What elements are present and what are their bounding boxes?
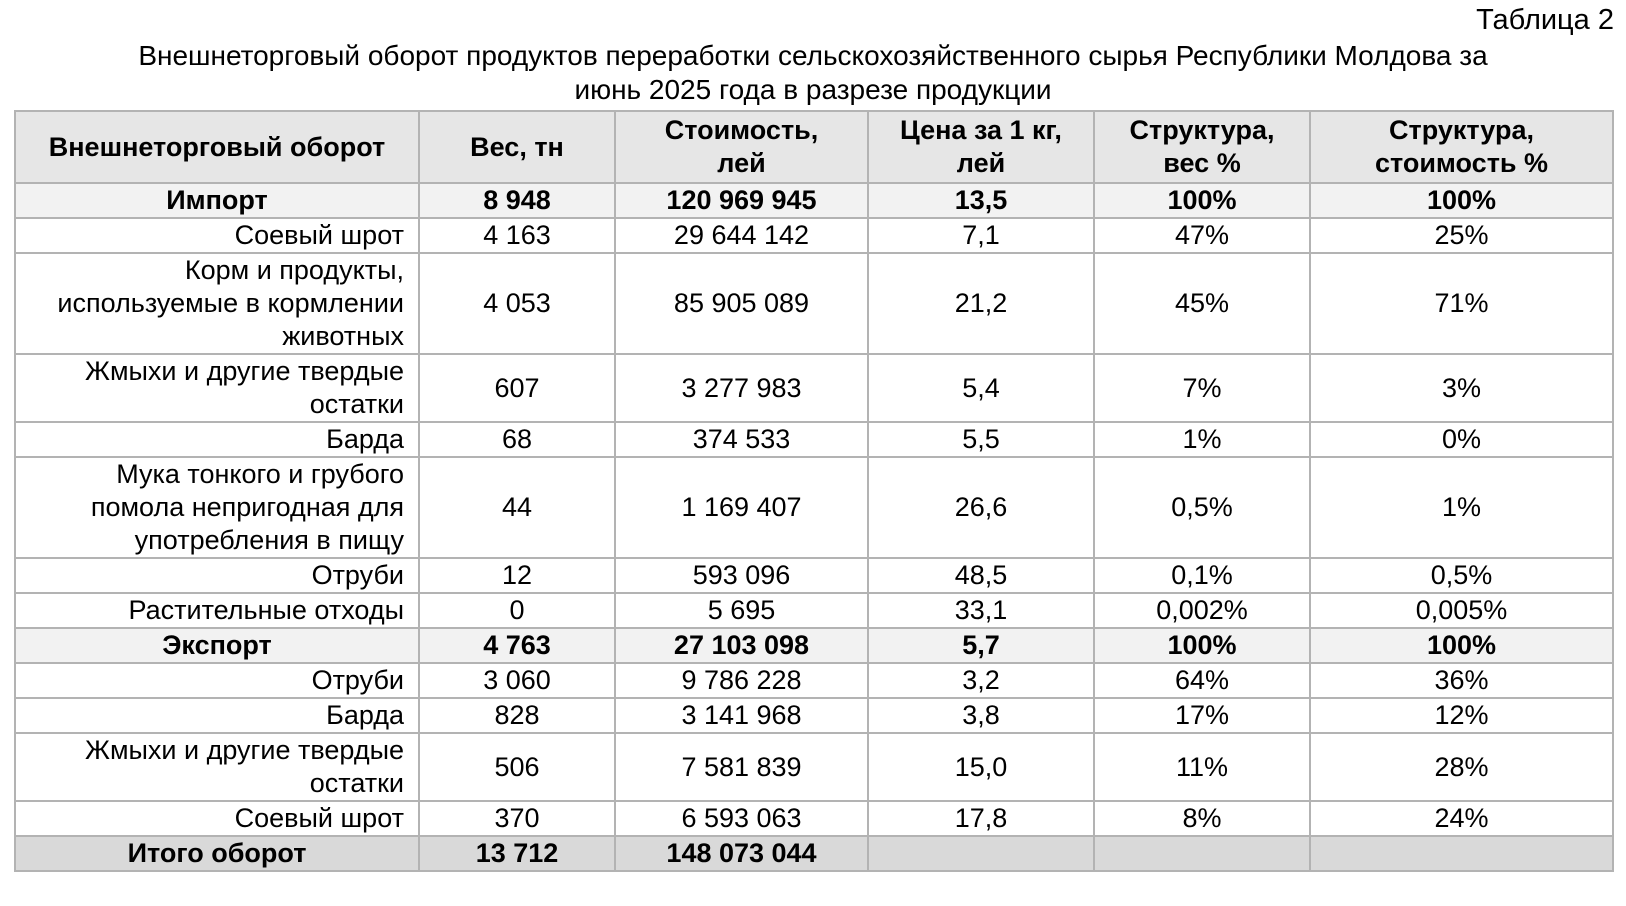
row-name: Барда	[15, 698, 419, 733]
row-value: 29 644 142	[615, 218, 868, 253]
row-weight: 607	[419, 354, 615, 422]
row-name-line2: используемые в кормлении	[57, 288, 404, 318]
table-row	[15, 698, 1613, 733]
row-weight: 4 053	[419, 253, 615, 354]
header-share-value	[1310, 111, 1613, 183]
row-name-line1: Корм и продукты,	[184, 255, 404, 285]
row-share-value: 12%	[1310, 698, 1613, 733]
table-row	[15, 558, 1613, 593]
row-name: Барда	[15, 422, 419, 457]
row-price: 26,6	[868, 457, 1094, 558]
row-name	[15, 457, 419, 558]
row-name-line1: Мука тонкого и грубого	[116, 459, 404, 489]
row-share-value	[1310, 836, 1613, 871]
row-share-value: 100%	[1310, 183, 1613, 218]
row-share-weight: 45%	[1094, 253, 1310, 354]
row-name	[15, 354, 419, 422]
row-weight: 68	[419, 422, 615, 457]
row-share-weight: 100%	[1094, 183, 1310, 218]
row-weight: 370	[419, 801, 615, 836]
total-row	[15, 836, 1613, 871]
row-price: 33,1	[868, 593, 1094, 628]
row-name: Итого оборот	[15, 836, 419, 871]
row-share-value: 28%	[1310, 733, 1613, 801]
row-value: 7 581 839	[615, 733, 868, 801]
table-row	[15, 801, 1613, 836]
row-name: Соевый шрот	[15, 801, 419, 836]
header-price-line1: Цена за 1 кг,	[900, 115, 1062, 145]
row-name-line2: помола непригодная для	[90, 492, 404, 522]
row-share-value: 71%	[1310, 253, 1613, 354]
row-share-value: 25%	[1310, 218, 1613, 253]
table-row	[15, 457, 1613, 558]
row-name-line3: употребления в пищу	[134, 525, 404, 555]
header-share-value-line1: Структура,	[1389, 115, 1534, 145]
row-share-weight: 64%	[1094, 663, 1310, 698]
row-share-weight: 17%	[1094, 698, 1310, 733]
row-name-line3: животных	[282, 321, 404, 351]
row-name: Отруби	[15, 558, 419, 593]
row-share-weight: 47%	[1094, 218, 1310, 253]
row-value: 374 533	[615, 422, 868, 457]
header-price-line2: лей	[956, 148, 1006, 178]
row-price: 5,4	[868, 354, 1094, 422]
header-value-line1: Стоимость,	[664, 115, 819, 145]
row-value: 85 905 089	[615, 253, 868, 354]
row-value: 3 141 968	[615, 698, 868, 733]
header-share-value-line2: стоимость %	[1374, 148, 1549, 178]
row-value: 6 593 063	[615, 801, 868, 836]
header-row	[15, 111, 1613, 183]
header-weight: Вес, тн	[419, 111, 615, 183]
header-share-weight	[1094, 111, 1310, 183]
row-share-value: 36%	[1310, 663, 1613, 698]
row-weight: 828	[419, 698, 615, 733]
table-row	[15, 354, 1613, 422]
table-label: Таблица 2	[1476, 4, 1614, 36]
table-row	[15, 733, 1613, 801]
row-price	[868, 836, 1094, 871]
row-weight: 506	[419, 733, 615, 801]
header-price	[868, 111, 1094, 183]
row-share-value: 24%	[1310, 801, 1613, 836]
table-row	[15, 218, 1613, 253]
section-row-export	[15, 628, 1613, 663]
row-value: 27 103 098	[615, 628, 868, 663]
row-price: 48,5	[868, 558, 1094, 593]
row-weight: 0	[419, 593, 615, 628]
header-value-line2: лей	[717, 148, 766, 178]
row-name-line1: Жмыхи и другие твердые	[85, 735, 404, 765]
page-title	[0, 39, 1626, 107]
trade-table	[14, 110, 1614, 872]
row-weight: 13 712	[419, 836, 615, 871]
row-value: 9 786 228	[615, 663, 868, 698]
table-row	[15, 593, 1613, 628]
row-weight: 4 763	[419, 628, 615, 663]
header-value	[615, 111, 868, 183]
row-weight: 3 060	[419, 663, 615, 698]
title-line-2: июнь 2025 года в разрезе продукции	[574, 74, 1052, 105]
row-share-weight	[1094, 836, 1310, 871]
row-share-value: 100%	[1310, 628, 1613, 663]
row-price: 15,0	[868, 733, 1094, 801]
row-share-value: 0,5%	[1310, 558, 1613, 593]
row-share-weight: 8%	[1094, 801, 1310, 836]
title-line-1: Внешнеторговый оборот продуктов переработки сельскохозяйственного сырья Республики Молдова за	[138, 40, 1488, 71]
row-weight: 12	[419, 558, 615, 593]
table-row	[15, 663, 1613, 698]
row-price: 3,8	[868, 698, 1094, 733]
row-value: 120 969 945	[615, 183, 868, 218]
row-price: 5,5	[868, 422, 1094, 457]
row-name: Импорт	[15, 183, 419, 218]
row-share-weight: 0,1%	[1094, 558, 1310, 593]
row-weight: 44	[419, 457, 615, 558]
row-name-line1: Жмыхи и другие твердые	[85, 356, 404, 386]
row-price: 13,5	[868, 183, 1094, 218]
table-row	[15, 422, 1613, 457]
row-price: 5,7	[868, 628, 1094, 663]
row-price: 7,1	[868, 218, 1094, 253]
row-price: 17,8	[868, 801, 1094, 836]
row-value: 3 277 983	[615, 354, 868, 422]
row-share-weight: 7%	[1094, 354, 1310, 422]
row-name: Соевый шрот	[15, 218, 419, 253]
row-name: Отруби	[15, 663, 419, 698]
row-share-weight: 0,5%	[1094, 457, 1310, 558]
row-value: 1 169 407	[615, 457, 868, 558]
row-name: Растительные отходы	[15, 593, 419, 628]
section-row-import	[15, 183, 1613, 218]
row-name-line2: остатки	[309, 768, 404, 798]
row-share-weight: 11%	[1094, 733, 1310, 801]
row-share-weight: 100%	[1094, 628, 1310, 663]
row-value: 593 096	[615, 558, 868, 593]
row-share-weight: 1%	[1094, 422, 1310, 457]
header-trade: Внешнеторговый оборот	[15, 111, 419, 183]
row-share-value: 1%	[1310, 457, 1613, 558]
row-price: 21,2	[868, 253, 1094, 354]
row-name	[15, 253, 419, 354]
header-share-weight-line1: Структура,	[1129, 115, 1275, 145]
row-share-value: 0,005%	[1310, 593, 1613, 628]
row-share-weight: 0,002%	[1094, 593, 1310, 628]
row-share-value: 3%	[1310, 354, 1613, 422]
row-weight: 4 163	[419, 218, 615, 253]
row-value: 5 695	[615, 593, 868, 628]
row-weight: 8 948	[419, 183, 615, 218]
row-name: Экспорт	[15, 628, 419, 663]
header-share-weight-line2: вес %	[1163, 148, 1241, 178]
row-name	[15, 733, 419, 801]
row-name-line2: остатки	[309, 389, 404, 419]
row-share-value: 0%	[1310, 422, 1613, 457]
row-value: 148 073 044	[615, 836, 868, 871]
row-price: 3,2	[868, 663, 1094, 698]
table-row	[15, 253, 1613, 354]
